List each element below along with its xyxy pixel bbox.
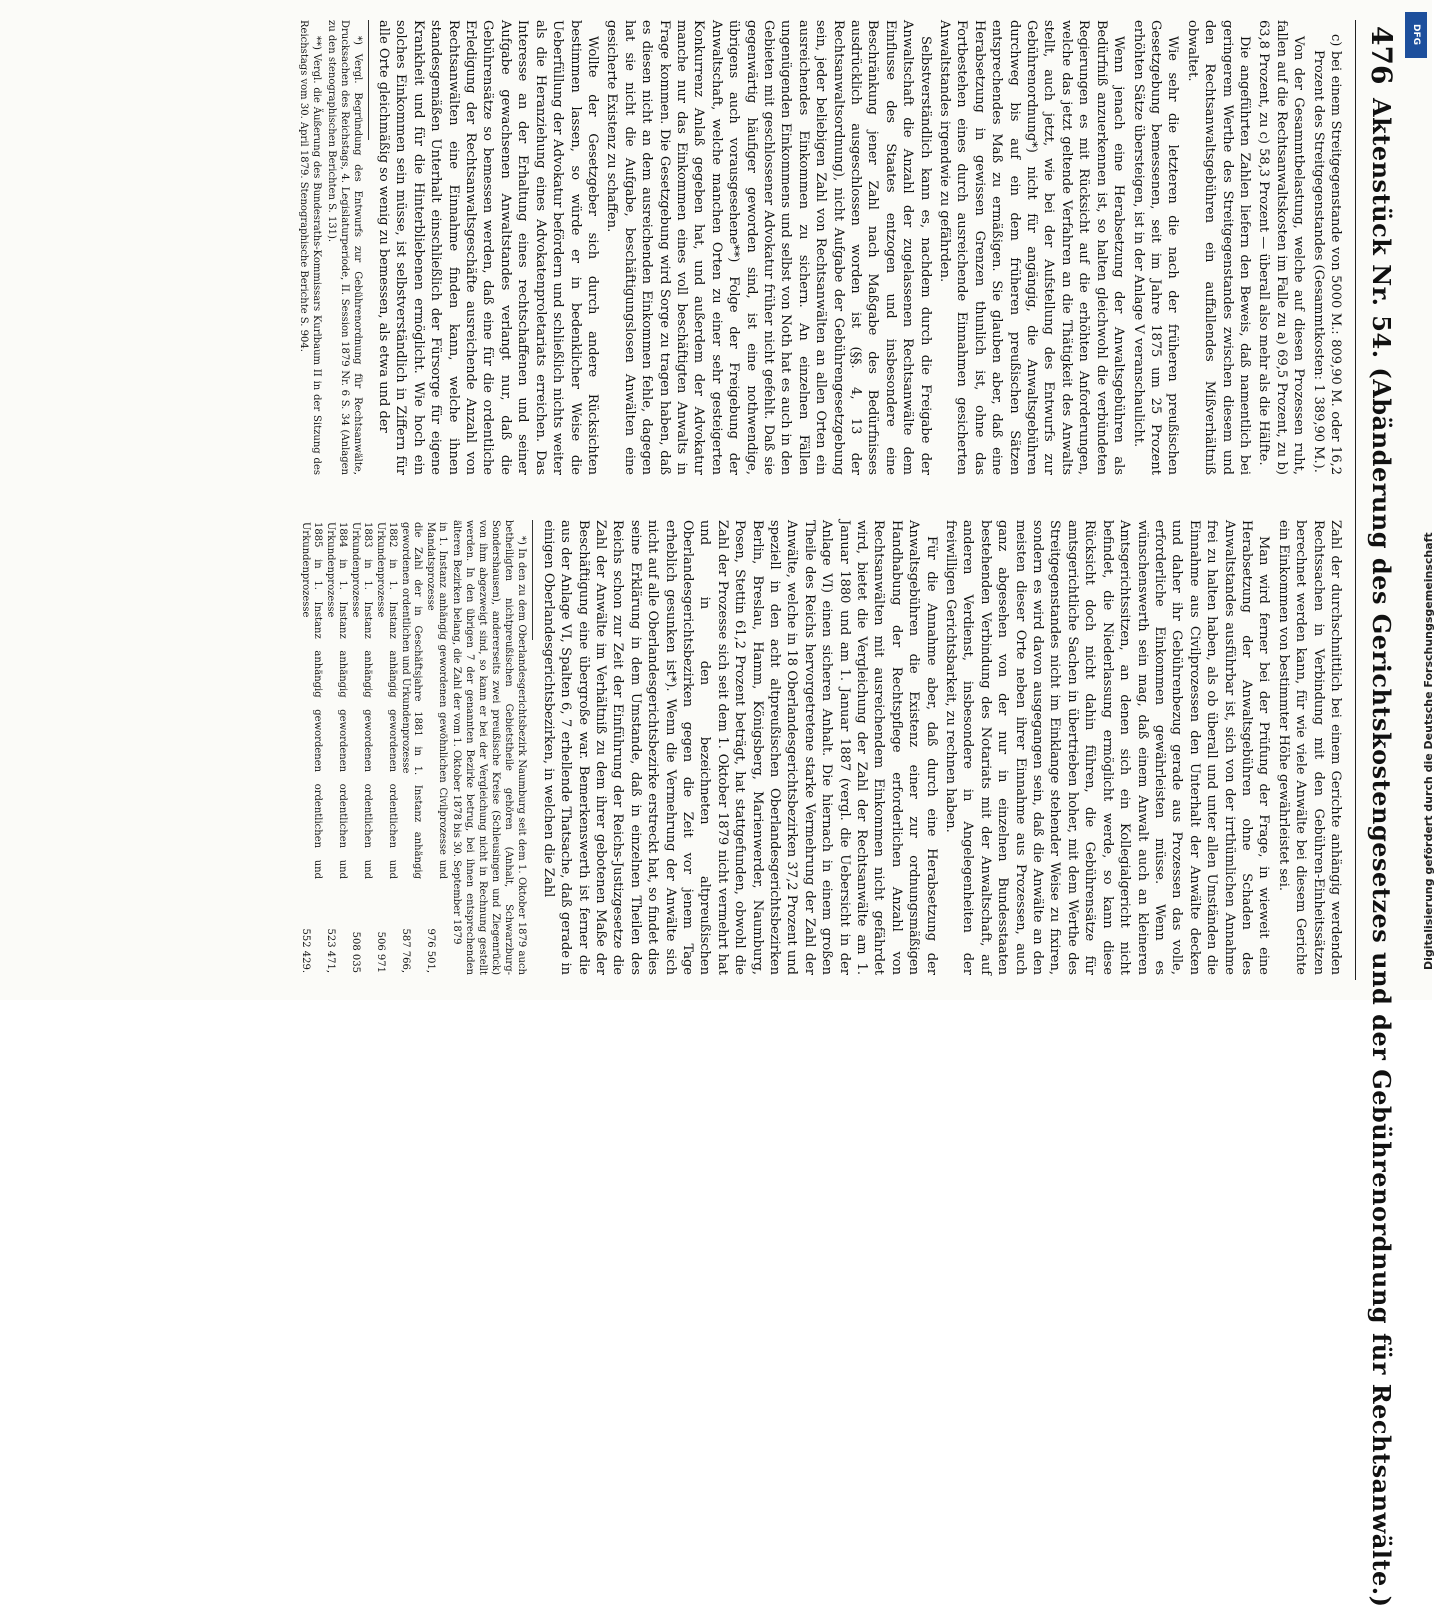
table-cell-value: 552 429. xyxy=(299,928,311,973)
footnote: *) Vergl. Begründung des Entwurfs zur Gebührenordnung für Rechtsanwälte, Drucksachen des Reichstags, 4. Legislaturperiode, II. Session 1879 Nr. 6 S. 34 (Anlagen zu den stenographischen Berichten S. 131). xyxy=(325,20,363,475)
page-header xyxy=(1355,20,1404,1607)
table-row xyxy=(373,520,398,975)
paragraph: Selbstverständlich kann es, nachdem durch die Freigabe der Anwaltschaft die Anzahl der zugelassenen Rechtsanwälte dem Einflusse des Staates entzogen und insbesondere eine Beschränkung jener Zahl nach Maßgabe des Bedürfnisses ausdrücklich ausgeschlossen worden ist (§§. 4, 13 der Rechtsanwaltsordnung), nicht Aufgabe der Gebührengesetzgebung sein, jeder beliebigen Zahl von Rechtsanwälten an allen Orten ein ausreichendes Einkommen zu sichern. An einzelnen Fällen ungenügenden Einkommens und selbst von Noth hat es auch in den Gebieten mit geschlossener Advokatur früher nicht gefehlt. Daß sie gegenwärtig häufiger geworden sind, ist eine nothwendige, übrigens auch vorausgesehene**) Folge der Freigebung der Anwaltschaft, welche manchen Orten zu einer sehr gesteigerten Konkurrenz Anlaß gegeben hat, und außerdem der Advokatur manche nur das Einkommen eines voll beschäftigten Anwalts in Frage kommen. Die Gesetzgebung wird Sorge zu tragen haben, daß es diesen nicht an dem ausreichenden Einkommen fehle, dagegen hat sie nicht die Aufgabe, beschäftigungslosen Anwälten eine gesicherte Existenz zu schaffen. xyxy=(604,20,933,475)
paragraph: Man wird ferner bei der Prüfung der Frage, in wieweit eine Herabsetzung der Anwaltsgebühren ohne Schaden des Anwaltstandes ausführbar ist, sich von der irrthümlichen Annahme frei zu halten haben, als ob überall und unter allen Umständen die Einnahme aus Civilprozessen den Unterhalt der Anwälte decken und daher ihr Gebührenbezug gerade aus Prozessen das volle, erforderliche Einkommen gewährleisten müsse. Wenn es wünschenswerth sein mag, daß einem Anwalt auch an kleineren Amtsgerichtssitzen, an denen sich ein Kollegialgericht nicht befindet, die Niederlassung ermöglicht werde, so kann diese Rücksicht doch nicht dahin führen, die Gebührensätze für amtsgerichtliche Sachen in übertrieben hoher, mit dem Werthe des Streitgegenstandes nicht im Einklange stehender Weise zu fixiren, sondern es wird davon ausgegangen sein, daß die Anwälte an den meisten dieser Orte neben ihrer Einnahme aus Prozessen, auch ganz abgesehen von der nur in einzelnen Bundesstaaten bestehenden Verbindung des Notariats mit der Anwaltschaft, auf anderen Verdienst, insbesondere in Angelegenheiten der freiwilligen Gerichtsbarkeit, zu rechnen haben. xyxy=(943,520,1272,975)
table-row xyxy=(398,520,423,975)
paragraph: Wie sehr die letzteren die nach der früheren preußischen Gesetzgebung bemessenen, seit im Jahre 1875 um 25 Prozent erhöhten Sätze übersteigen, ist in der Anlage V veranschaulicht. xyxy=(1130,20,1181,475)
table-cell-label: in 1. Instanz anhängig gewordenen gewöhnlichen Civilprozesse und Mandatsprozesse xyxy=(424,522,449,879)
footnote: **) Vergl. die Äußerung des Bundesraths-Kommissars Kurlbaum II in der Sitzung des Reichstags vom 30. April 1879. Stenographische Berichte S. 904. xyxy=(297,20,322,475)
footnote: *) In den zu dem Oberlandesgerichtsbezirk Naumburg seit dem 1. Oktober 1879 auch betheiligten nichtpreußischen Gebietstheile gehören (Anhalt, Schwarzburg-Sondershausen), andererseits zwei preußische Kreise (Schleusingen und Ziegenrück) von ihm abgezweigt sind, so kann er bei der Vergleichung nicht in Rechnung gestellt werden. In den übrigen 7 der genannten Bezirke betrug, bei ihnen entsprechenden älteren Bezirken belang, die Zahl der vom 1. Oktober 1878 bis 30. September 1879 xyxy=(451,520,528,975)
page-title: Aktenstück Nr. 54. (Abänderung des Gerichtskostengesetzes und der Gebührenordnung für Rechtsanwälte.) xyxy=(1367,98,1396,1607)
table-cell-label: 1885 in 1. Instanz anhängig gewordenen ordentlichen und Urkundenprozesse xyxy=(299,522,324,879)
right-column xyxy=(298,520,1344,975)
rotated-page-content xyxy=(26,20,1404,1607)
paragraph: Für die Annahme aber, daß durch eine Herabsetzung der Anwaltsgebühren die Existenz einer zur ordnungsmäßigen Handhabung der Rechtspflege erforderlichen Anzahl von Rechtsanwälten mit ausreichendem Einkommen nicht gefährdet wird, bietet die Vergleichung der Zahl der Rechtsanwälte am 1. Januar 1880 und am 1. Januar 1887 (vergl. die Uebersicht in der Anlage VI) einen sicheren Anhalt. Die hiernach in einem großen Theile des Reichs hervorgetretene starke Vermehrung der Zahl der Anwälte, welche in 18 Oberlandesgerichtsbezirken 37,2 Prozent und speziell in den acht altpreußischen Oberlandesgerichtsbezirken Berlin, Breslau, Hamm, Königsberg, Marienwerder, Naumburg, Posen, Stettin 61,2 Prozent beträgt, hat stattgefunden, obwohl die Zahl der Prozesse sich seit dem 1. Oktober 1879 nicht vermehrt hat und in den bezeichneten altpreußischen Oberlandesgerichtsbezirken gegen die Zeit vor jenem Tage erheblich gesunken ist*). Wenn die Vermehrung der Anwälte sich nicht auf alle Oberlandesgerichtsbezirke erstreckt hat, so findet dies seine Erklärung in dem Umstande, daß in einzelnen Theilen des Reichs schon zur Zeit der Einführung der Reichs-Justizgesetze die Zahl der Anwälte im Verhältniß zu dem ihrer gebotenen Maße der Beschäftigung eine übergroße war. Bemerkenswerth ist ferner die aus der Anlage VI, Spalten 6, 7 erhellende Thatsache, daß gerade in einigen Oberlandesgerichtsbezirken, in welchen die Zahl xyxy=(540,520,939,975)
paragraph: Wollte der Gesetzgeber sich durch andere Rücksichten bestimmen lassen, so würde er in bedenklicher Weise die Ueberfüllung der Advokatur befördern und schließlich nichts weiter als die Heranziehung eines Advokatenproletariats erreichen. Das Interesse an der Erhaltung eines rechtschaffenen und seiner Aufgabe gewachsenen Anwaltstandes verlangt nur, daß die Gebührensätze so bemessen werden, daß eine für die ordentliche Erledigung der Rechtsanwaltsgeschäfte ausreichende Anzahl von Rechtsanwälten eine Einnahme finden kann, welche ihnen standesgemäßen Unterhalt einschließlich der Fürsorge für eigene Krankheit und für die Hinterbliebenen ermöglicht. Wie hoch ein solches Einkommen sein müsse, ist selbstverständlich in Ziffern für alle Orte gleichmäßig so wenig zu bemessen, als etwa und der xyxy=(376,20,600,475)
statistics-table xyxy=(298,520,448,975)
page-number: 476 xyxy=(1365,26,1398,85)
paragraph: Wenn jenach eine Herabsetzung der Anwaltsgebühren als Bedürfniß anzuerkennen ist, so halten gleichwohl die verbündeten Regierungen es mit Rücksicht auf die erhöhten Anforderungen, welche das jetzt geltende Verfahren an die Thätigkeit des Anwalts stellt, auch jetzt, wie bei der Aufstellung des Entwurfs zur Gebührenordnung*) nicht für angängig, die Anwaltsgebühren durchweg bis auf ein dem früheren preußischen Sätzen entsprechendes Maß zu ermäßigen. Sie glauben aber, daß eine Herabsetzung in gewissen Grenzen thunlich ist, ohne das Fortbestehen eines durch ausreichende Einnahmen gesicherten Anwaltstandes irgendwie zu gefährden. xyxy=(937,20,1127,475)
table-cell-value: 508 035 xyxy=(349,931,361,973)
dfg-logo: DFG xyxy=(1405,12,1427,58)
table-row xyxy=(298,520,323,975)
table-cell-value: 506 971 xyxy=(374,931,386,973)
paragraph: c) bei einem Streitgegenstande von 5000 M.: 809,90 M. oder 16,2 Prozent des Streitgegenstandes (Gesammtkosten: 1 389,90 M.). xyxy=(1310,34,1343,475)
table-cell-label: die Zahl der in Geschäftsjahre 1881 in 1. Instanz anhängig gewordenen ordentlichen und Urkundenprozesse xyxy=(399,522,424,879)
table-cell-label: 1883 in 1. Instanz anhängig gewordenen ordentlichen und Urkundenprozesse xyxy=(349,522,374,879)
digitization-credit xyxy=(1402,10,1435,990)
paragraph: Die angeführten Zahlen liefern den Beweis, daß namentlich bei geringerem Werthe des Streitgegenstandes zwischen diesem und den Rechtsanwaltsgebühren ein auffallendes Mißverhältniß obwaltet. xyxy=(1184,20,1252,475)
footnote-divider xyxy=(532,520,533,640)
table-cell-value: 976 501, xyxy=(424,928,436,973)
table-cell-label: 1882 in 1. Instanz anhängig gewordenen ordentlichen und Urkundenprozesse xyxy=(374,522,399,879)
table-row xyxy=(323,520,348,975)
table-cell-label: 1884 in 1. Instanz anhängig gewordenen ordentlichen und Urkundenprozesse xyxy=(324,522,349,879)
table-row xyxy=(423,520,448,975)
footnote-divider xyxy=(368,20,369,140)
paragraph: Von der Gesammtbelastung, welche auf diesen Prozessen ruht, fallen auf die Rechtsanwaltskosten im Falle zu a) 69,5 Prozent, zu b) 63,8 Prozent, zu c) 58,3 Prozent — überall also mehr als die Hälfte. xyxy=(1256,20,1307,475)
table-row xyxy=(348,520,373,975)
left-column xyxy=(295,20,1344,475)
credit-text: Digitalisierung gefördert durch die Deutsche Forschungsgemeinschaft xyxy=(1422,532,1435,970)
paragraph: Zahl der durchschnittlich bei einem Gerichte anhängig werdenden Rechtssachen in Verbindung mit den Gebühren-Einheitssätzen berechnet werden kann, für wie viele Anwälte bei diesem Gerichte ein Einkommen von bestimmter Höhe gewährleistet sei. xyxy=(1275,520,1343,975)
table-cell-value: 523 471, xyxy=(324,928,336,973)
table-cell-value: 587 766, xyxy=(399,928,411,973)
